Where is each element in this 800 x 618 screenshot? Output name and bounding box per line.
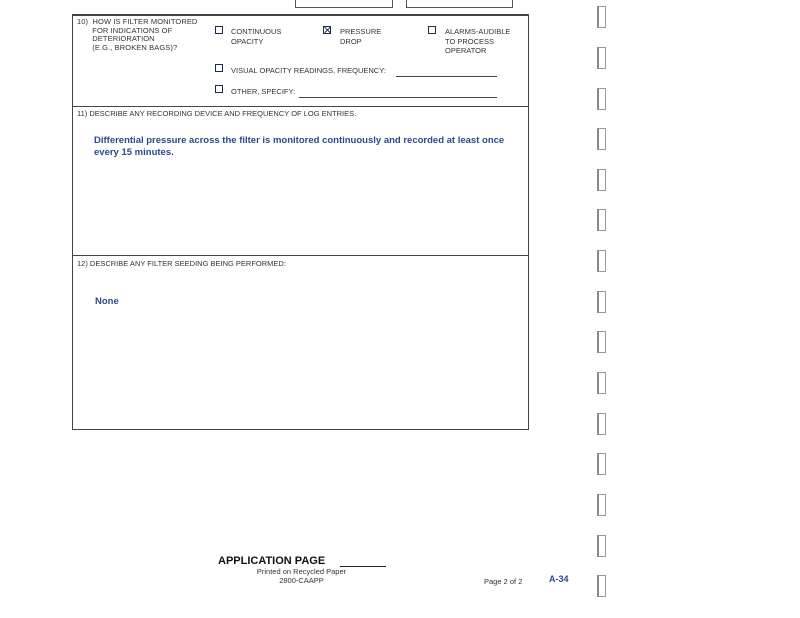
q12-answer: None <box>95 296 119 307</box>
q12-label: 12) DESCRIBE ANY FILTER SEEDING BEING PERFORMED: <box>77 259 286 268</box>
binding-hole <box>597 209 606 231</box>
other-checkbox[interactable] <box>215 85 223 93</box>
binding-hole <box>597 494 606 516</box>
section-divider-10-11 <box>72 106 529 107</box>
application-id: A-34 <box>549 574 569 584</box>
printed-on-recycled-note <box>240 568 363 585</box>
continuous-opacity-checkbox[interactable] <box>215 26 223 34</box>
visual-opacity-frequency-field[interactable] <box>396 76 497 77</box>
printed-line-2: 2800-CAAPP <box>279 575 324 585</box>
continuous-opacity-label: CONTINUOUS OPACITY <box>231 27 282 46</box>
previous-field-box-right <box>406 0 513 8</box>
binding-hole <box>597 535 606 557</box>
page-number: Page 2 of 2 <box>484 577 523 586</box>
visual-opacity-checkbox[interactable] <box>215 64 223 72</box>
other-label: OTHER, SPECIFY: <box>231 87 296 96</box>
binding-hole <box>597 372 606 394</box>
binding-hole <box>597 88 606 110</box>
q11-answer: Differential pressure across the filter is monitored continuously and recorded at least once every 15 minutes. <box>94 135 505 158</box>
application-page-label: APPLICATION PAGE <box>218 555 326 567</box>
binding-hole <box>597 575 606 597</box>
binding-hole <box>597 291 606 313</box>
pressure-drop-label: PRESSURE DROP <box>340 27 382 46</box>
visual-opacity-label: VISUAL OPACITY READINGS, FREQUENCY: <box>231 66 386 75</box>
section-divider-11-12 <box>72 255 529 256</box>
application-page-number-field <box>340 566 386 567</box>
binding-hole <box>597 453 606 475</box>
binding-hole <box>597 413 606 435</box>
q11-label: 11) DESCRIBE ANY RECORDING DEVICE AND FREQUENCY OF LOG ENTRIES. <box>77 109 357 118</box>
binding-hole <box>597 47 606 69</box>
pressure-drop-checkbox[interactable] <box>323 26 331 34</box>
alarms-audible-label: ALARMS-AUDIBLE TO PROCESS OPERATOR <box>445 27 511 55</box>
binding-hole <box>597 331 606 353</box>
q10-label: 10) HOW IS FILTER MONITORED FOR INDICATIONS OF DETERIORATION (E.G., BROKEN BAGS)? <box>77 17 198 52</box>
alarms-audible-checkbox[interactable] <box>428 26 436 34</box>
binding-hole <box>597 169 606 191</box>
printed-line-1: Printed on Recycled Paper <box>256 567 347 576</box>
binding-hole <box>597 6 606 28</box>
previous-field-box-left <box>295 0 393 8</box>
other-specify-field[interactable] <box>299 97 497 98</box>
binding-hole <box>597 250 606 272</box>
binding-hole <box>597 128 606 150</box>
